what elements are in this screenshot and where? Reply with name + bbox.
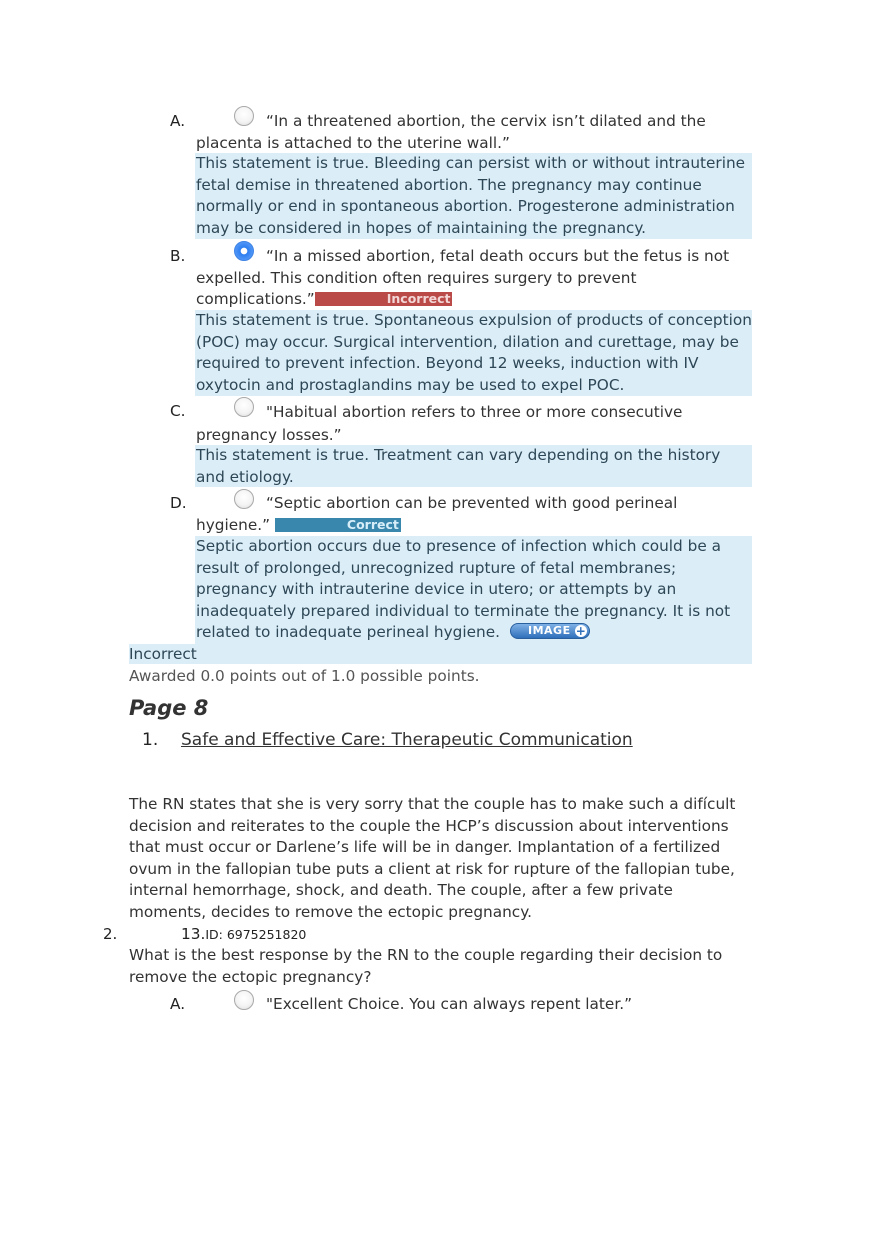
option-a-feedback: This statement is true. Bleeding can persist with or without intrauterine fetal demise in threatened abortion. The pregnancy may continue normally or end in spontaneous abortion. Progesterone administration may be considered in hopes of maintaining the pregnancy.: [195, 153, 752, 239]
correct-badge: Correct: [275, 518, 401, 532]
option-d-text[interactable]: [196, 493, 736, 536]
page-title: Page 8: [129, 696, 209, 720]
option-letter: D.: [170, 494, 187, 512]
option-d-feedback: Septic abortion occurs due to presence of infection which could be a result of prolonged, unrecognized rupture of fetal membranes; pregnancy with intrauterine device in utero; or attempts by an inadequately prepared individual to terminate the pregnancy. It is not related to inadequate perineal hygiene.: [195, 536, 752, 644]
option-b-feedback: This statement is true. Spontaneous expulsion of products of conception (POC) may occur. Surgical intervention, dilation and curettage, may be required to prevent infection. Beyond 12 weeks, induction with IV oxytocin and prostaglandins may be used to expel POC.: [195, 310, 752, 396]
option-letter: A.: [170, 995, 186, 1013]
question-id: ID: 6975251820: [205, 927, 307, 942]
option-c-feedback: This statement is true. Treatment can vary depending on the history and etiology.: [195, 445, 752, 487]
points-awarded: Awarded 0.0 points out of 1.0 possible points.: [129, 667, 480, 685]
result-status: Incorrect: [129, 644, 752, 664]
option-letter: B.: [170, 247, 186, 265]
option-letter: C.: [170, 402, 186, 420]
question-number-value: 13.: [181, 925, 206, 943]
topic-number: 1.: [142, 730, 159, 750]
question-prompt: What is the best response by the RN to the couple regarding their decision to remove the ectopic pregnancy?: [129, 946, 723, 986]
option-b-text[interactable]: [196, 246, 736, 311]
option-letter: A.: [170, 112, 186, 130]
image-button-label: IMAGE: [528, 624, 571, 637]
q2-option-a-text[interactable]: "Excellent Choice. You can always repent later.”: [266, 995, 633, 1013]
topic-link[interactable]: Safe and Effective Care: Therapeutic Communication: [181, 730, 633, 750]
question-number: [181, 924, 306, 946]
question-list-number: 2.: [103, 925, 118, 943]
scenario-text: The RN states that she is very sorry that the couple has to make such a difícult decision and reiterates to the couple the HCP’s discussion about interventions that must occur or Darlene’s life will be in danger. Implantation of a fertilized ovum in the fallopian tube puts a client at risk for rupture of the fallopian tube, internal hemorrhage, shock, and death. The couple, after a few private moments, decides to remove the ectopic pregnancy.: [129, 795, 736, 921]
incorrect-badge: Incorrect: [315, 292, 453, 306]
option-a-text[interactable]: “In a threatened abortion, the cervix isn’t dilated and the placenta is attached to the uterine wall.”: [196, 112, 706, 152]
option-d-label: “Septic abortion can be prevented with good perineal hygiene.”: [196, 494, 678, 534]
option-b-label: “In a missed abortion, fetal death occurs but the fetus is not expelled. This condition often requires surgery to prevent complications.”: [196, 247, 730, 309]
option-c-text[interactable]: "Habitual abortion refers to three or more consecutive pregnancy losses.”: [196, 403, 683, 444]
image-button[interactable]: [510, 623, 590, 639]
plus-icon: +: [575, 624, 587, 638]
